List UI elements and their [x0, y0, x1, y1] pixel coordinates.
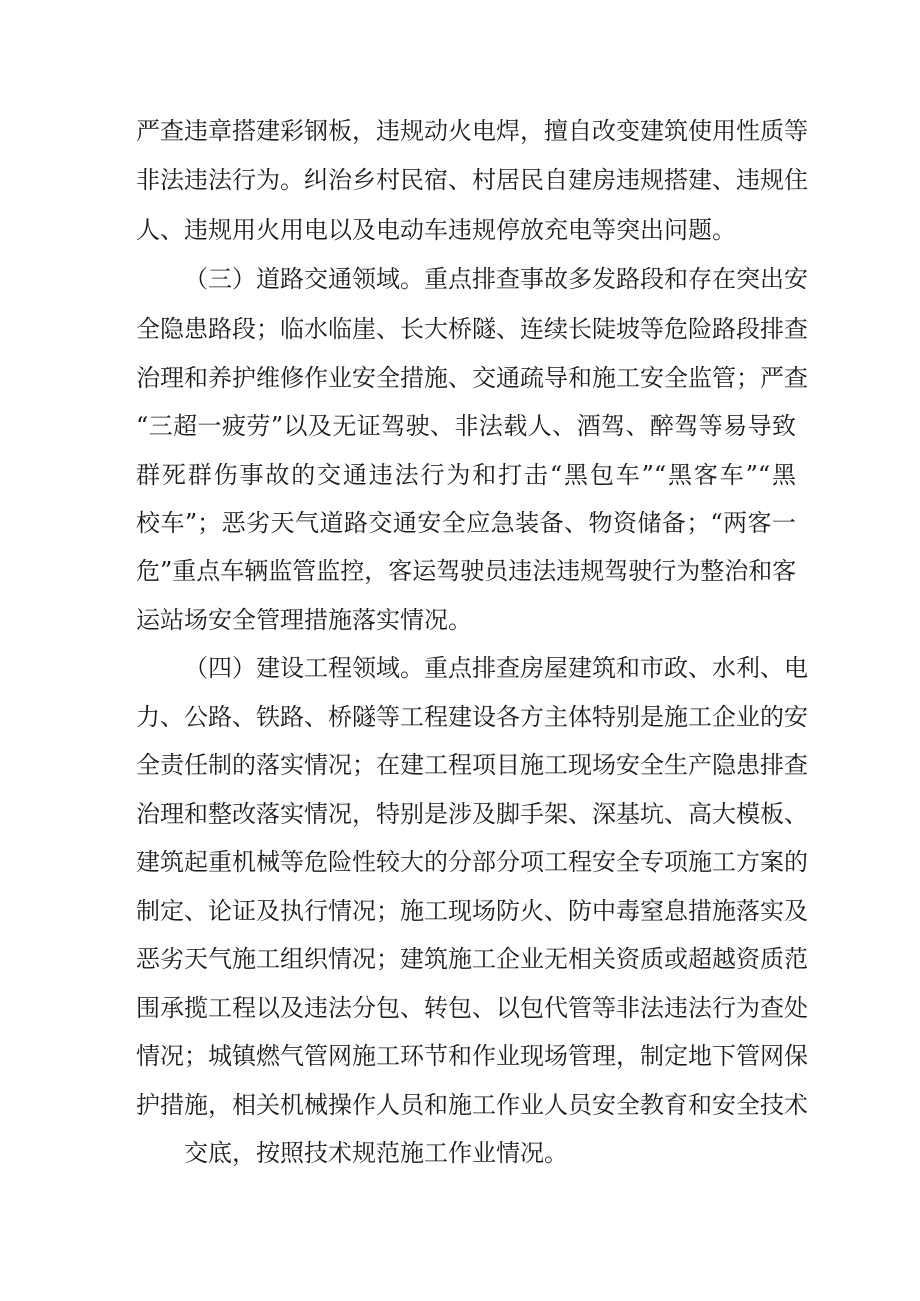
- paragraph-line: 建筑起重机械等危险性较大的分部分项工程安全专项施工方案的: [136, 848, 808, 876]
- paragraph-line: 人、违规用火用电以及电动车违规停放充电等突出问题。: [136, 216, 736, 244]
- paragraph-line: 制定、论证及执行情况；施工现场防火、防中毒窒息措施落实及: [136, 897, 808, 925]
- paragraph-line: 校车”；恶劣天气道路交通安全应急装备、物资储备；“两客一: [136, 509, 796, 537]
- paragraph-line: 围承揽工程以及违法分包、转包、以包代管等非法违法行为查处: [136, 994, 808, 1022]
- paragraph-line: 非法违法行为。纠治乡村民宿、村居民自建房违规搭建、违规住: [136, 166, 808, 194]
- section-heading-line: （三）道路交通领域。重点排查事故多发路段和存在突出安: [184, 265, 808, 293]
- paragraph-line: 交底，按照技术规范施工作业情况。: [184, 1139, 568, 1167]
- paragraph-line: 危”重点车辆监管监控，客运驾驶员违法违规驾驶行为整治和客: [136, 557, 797, 585]
- paragraph-line: 群死群伤事故的交通违法行为和打击“黑包车”“黑客车”“黑: [136, 461, 796, 489]
- paragraph-line: 治理和整改落实情况，特别是涉及脚手架、深基坑、高大模板、: [136, 800, 808, 828]
- paragraph-line: 恶劣天气施工组织情况；建筑施工企业无相关资质或超越资质范: [136, 945, 808, 973]
- paragraph-line: 治理和养护维修作业安全措施、交通疏导和施工安全监管；严查: [136, 364, 808, 392]
- paragraph-line: 力、公路、铁路、桥隧等工程建设各方主体特别是施工企业的安: [136, 703, 808, 731]
- paragraph-line: 严查违章搭建彩钢板，违规动火电焊，擅自改变建筑使用性质等: [136, 117, 808, 145]
- paragraph-line: 运站场安全管理措施落实情况。: [136, 606, 472, 634]
- paragraph-line: 情况；城镇燃气管网施工环节和作业现场管理，制定地下管网保: [136, 1042, 808, 1070]
- paragraph-line: 全隐患路段；临水临崖、长大桥隧、连续长陡坡等危险路段排查: [136, 315, 808, 343]
- paragraph-line: 护措施，相关机械操作人员和施工作业人员安全教育和安全技术: [136, 1091, 808, 1119]
- paragraph-line: 全责任制的落实情况；在建工程项目施工现场安全生产隐患排查: [136, 751, 808, 779]
- section-heading-line: （四）建设工程领域。重点排查房屋建筑和市政、水利、电: [184, 654, 808, 682]
- paragraph-line: “三超一疲劳”以及无证驾驶、非法载人、酒驾、醉驾等易导致: [136, 412, 796, 440]
